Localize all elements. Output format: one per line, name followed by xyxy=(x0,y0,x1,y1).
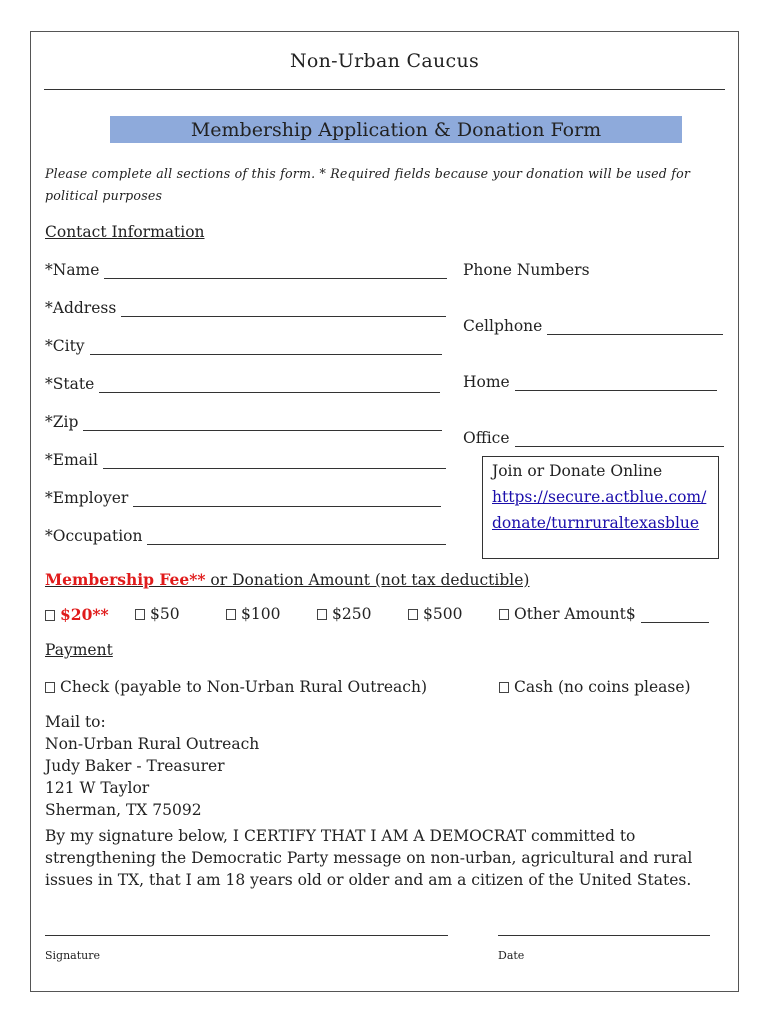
phone-numbers-heading: Phone Numbers xyxy=(463,261,590,279)
name-label: *Name xyxy=(45,261,100,279)
cellphone-field[interactable] xyxy=(463,317,723,335)
other-amount-input-line[interactable] xyxy=(641,608,709,623)
mail-to-label: Mail to: xyxy=(45,713,106,731)
fee-option-250[interactable] xyxy=(317,605,371,623)
state-input-line[interactable] xyxy=(99,378,440,393)
zip-label: *Zip xyxy=(45,413,79,431)
email-label: *Email xyxy=(45,451,98,469)
employer-label: *Employer xyxy=(45,489,129,507)
mail-org: Non-Urban Rural Outreach xyxy=(45,735,260,753)
fee-heading xyxy=(45,570,529,589)
actblue-link-line1[interactable]: https://secure.actblue.com/ xyxy=(492,488,707,506)
home-phone-label: Home xyxy=(463,373,510,391)
fee-option-other[interactable] xyxy=(499,605,709,623)
checkbox-icon[interactable] xyxy=(45,682,55,693)
donate-online-title: Join or Donate Online xyxy=(492,462,663,480)
office-phone-label: Office xyxy=(463,429,510,447)
donate-online-box xyxy=(482,456,719,559)
occupation-label: *Occupation xyxy=(45,527,143,545)
home-phone-input-line[interactable] xyxy=(515,376,717,391)
form-title-banner: Membership Application & Donation Form xyxy=(110,116,682,143)
state-field[interactable] xyxy=(45,375,440,393)
state-label: *State xyxy=(45,375,95,393)
name-field[interactable] xyxy=(45,261,447,279)
check-label: Check (payable to Non-Urban Rural Outreach) xyxy=(60,678,427,696)
city-field[interactable] xyxy=(45,337,442,355)
signature-label: Signature xyxy=(45,949,101,962)
checkbox-icon[interactable] xyxy=(499,682,509,693)
checkbox-icon[interactable] xyxy=(408,609,418,620)
email-input-line[interactable] xyxy=(103,454,446,469)
home-phone-field[interactable] xyxy=(463,373,717,391)
fee-option-label: $100 xyxy=(241,605,281,623)
zip-field[interactable] xyxy=(45,413,442,431)
employer-input-line[interactable] xyxy=(133,492,441,507)
cellphone-label: Cellphone xyxy=(463,317,543,335)
fee-option-label: $500 xyxy=(423,605,463,623)
checkbox-icon[interactable] xyxy=(226,609,236,620)
donation-amount-label: or Donation Amount (not tax deductible) xyxy=(205,571,530,589)
mail-treasurer: Judy Baker - Treasurer xyxy=(45,757,225,775)
form-page xyxy=(30,31,739,992)
address-input-line[interactable] xyxy=(121,302,446,317)
mail-street: 121 W Taylor xyxy=(45,779,150,797)
fee-option-label: $20** xyxy=(60,605,109,624)
cellphone-input-line[interactable] xyxy=(547,320,723,335)
actblue-link-line2[interactable]: donate/turnruraltexasblue xyxy=(492,514,700,532)
fee-option-50[interactable] xyxy=(135,605,180,623)
payment-check-option[interactable] xyxy=(45,678,427,696)
office-phone-input-line[interactable] xyxy=(515,432,724,447)
contact-section-heading: Contact Information xyxy=(45,223,205,241)
checkbox-icon[interactable] xyxy=(499,609,509,620)
checkbox-icon[interactable] xyxy=(45,610,55,621)
fee-option-20[interactable] xyxy=(45,605,109,624)
membership-fee-label: Membership Fee** xyxy=(45,570,206,589)
address-field[interactable] xyxy=(45,299,446,317)
payment-cash-option[interactable] xyxy=(499,678,691,696)
city-label: *City xyxy=(45,337,85,355)
payment-section-heading: Payment xyxy=(45,641,113,659)
fee-option-label: $250 xyxy=(332,605,372,623)
fee-option-100[interactable] xyxy=(226,605,280,623)
employer-field[interactable] xyxy=(45,489,441,507)
intro-text: Please complete all sections of this form. * Required fields because your donation will be used for political purposes xyxy=(45,166,691,203)
signature-line[interactable] xyxy=(45,935,448,936)
address-label: *Address xyxy=(45,299,117,317)
fee-option-500[interactable] xyxy=(408,605,462,623)
checkbox-icon[interactable] xyxy=(317,609,327,620)
cash-label: Cash (no coins please) xyxy=(514,678,691,696)
zip-input-line[interactable] xyxy=(83,416,442,431)
name-input-line[interactable] xyxy=(104,264,447,279)
fee-option-label: $50 xyxy=(150,605,180,623)
email-field[interactable] xyxy=(45,451,446,469)
city-input-line[interactable] xyxy=(90,340,442,355)
date-label: Date xyxy=(498,949,525,962)
date-line[interactable] xyxy=(498,935,710,936)
mail-city-zip: Sherman, TX 75092 xyxy=(45,801,202,819)
occupation-input-line[interactable] xyxy=(147,530,446,545)
checkbox-icon[interactable] xyxy=(135,609,145,620)
office-phone-field[interactable] xyxy=(463,429,724,447)
certification-text: By my signature below, I CERTIFY THAT I AM A DEMOCRAT committed to strengthening the Democratic Party message on non-urban, agricultural and rural issues in TX, that I am 18 years old or older and am a citizen of the United States. xyxy=(45,827,693,889)
other-amount-label: Other Amount$ xyxy=(514,605,636,623)
title-divider xyxy=(44,89,725,90)
occupation-field[interactable] xyxy=(45,527,446,545)
org-title: Non-Urban Caucus xyxy=(289,50,480,72)
